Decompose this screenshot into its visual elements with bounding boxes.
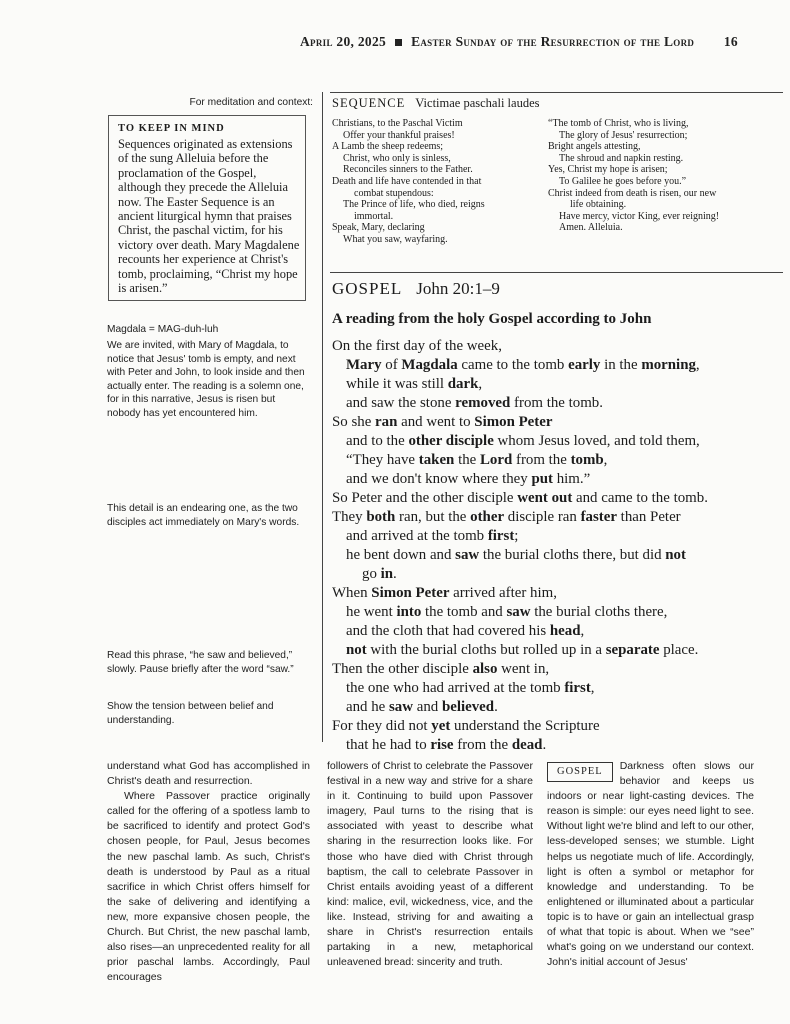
gospel-citation: John 20:1–9 — [416, 279, 500, 298]
margin-note-empty-tomb: We are invited, with Mary of Magdala, to notice that Jesus' tomb is empty, and next with Peter and John, to look inside and then actually enter. The reading is a solemn one, for in this narrative, Jesus is risen but nobody has yet encountered him. — [107, 340, 305, 419]
column-divider — [322, 92, 323, 742]
sequence-line: immortal. — [354, 210, 394, 222]
sequence-column-1 — [332, 118, 542, 246]
gospel-line: and he saw and believed. — [346, 699, 498, 715]
gospel-line: the one who had arrived at the tomb first, — [346, 680, 595, 696]
header-title: Easter Sunday of the Resurrection of the Lord — [411, 34, 695, 49]
sequence-line: Yes, Christ my hope is arisen; — [548, 164, 668, 176]
gospel-line: Mary of Magdala came to the tomb early in the morning, — [346, 357, 700, 373]
gospel-rule — [330, 272, 783, 273]
sequence-line: What you saw, wayfaring. — [343, 233, 448, 245]
gospel-line: “They have taken the Lord from the tomb, — [346, 452, 608, 468]
sequence-label: SEQUENCE — [332, 96, 406, 110]
sequence-heading — [332, 96, 539, 111]
sequence-line: The shroud and napkin resting. — [559, 152, 684, 164]
page-number: 16 — [723, 34, 738, 49]
gospel-label: GOSPEL — [332, 279, 403, 298]
gospel-line: and arrived at the tomb first; — [346, 528, 519, 544]
commentary-paragraph: Darkness often slows our behavior and keeps us indoors or near light-casting devices. The reason is simple: our eyes need light to see. Without light we're blind and left to our other, less-developed senses; we stumble. Light helps us negotiate much of life. Accordingly, light is often a symbol or metaphor for knowledge and understanding. To be enlightened or illuminated about a particular topic is to have or gain an intellectual grasp of what that topic is about. When we “see” what's going on we understand our context. John's initial account of Jesus' — [547, 760, 754, 969]
sequence-line: Reconciles sinners to the Father. — [343, 164, 473, 176]
margin-note-disciples: This detail is an endearing one, as the two disciples act immediately on Mary's words. — [107, 503, 300, 528]
gospel-line: On the first day of the week, — [332, 338, 502, 354]
margin-note-tension: Show the tension between belief and understanding. — [107, 701, 274, 726]
keep-in-mind-text: Sequences originated as extensions of the sung Alleluia before the proclamation of the Gospel, although they precede the Alleluia now. The Easter Sequence is an ancient liturgical hymn that praises Christ, the paschal victim, for his victory over death. Mary Magdalene recounts her experience at Christ's tomb, proclaiming, “Christ my hope is arisen.” — [118, 137, 300, 296]
gospel-reading — [332, 337, 787, 755]
sequence-line: life obtaining. — [570, 199, 627, 211]
gospel-line: and the cloth that had covered his head, — [346, 623, 585, 639]
commentary-paragraph: understand what God has accomplished in Christ's death and resurrection. — [107, 760, 310, 788]
sequence-latin-title: Victimae paschali laudes — [415, 96, 540, 110]
commentary-paragraph: followers of Christ to celebrate the Passover festival in a new way and strive for a share in it. Continuing to build upon Passover imagery, Paul turns to the rising that is associated with yeast to describe what sharing in the resurrection looks like. For those who have died with Christ through baptism, the call to celebrate Passover in Christ entails avoiding yeast of a different kind: malice, evil, wickedness, vice, and the like. Instead, striving for and awaiting a share in Christ's resurrection entails partaking in a new, metaphorical unleavened bread: sincerity and truth. — [327, 760, 533, 969]
sequence-line: Christ indeed from death is risen, our new — [548, 187, 717, 199]
gospel-line: not with the burial cloths but rolled up in a separate place. — [346, 642, 699, 658]
gospel-heading — [332, 279, 500, 299]
sequence-line: Bright angels attesting, — [548, 141, 641, 153]
meditation-label: For meditation and context: — [189, 97, 313, 108]
gospel-line: So Peter and the other disciple went out and came to the tomb. — [332, 490, 708, 506]
gospel-line: They both ran, but the other disciple ran faster than Peter — [332, 509, 681, 525]
gospel-line: So she ran and went to Simon Peter — [332, 414, 553, 430]
sequence-line: The Prince of life, who died, reigns — [343, 199, 485, 211]
sequence-line: Death and life have contended in that — [332, 175, 482, 187]
sequence-line: Amen. Alleluia. — [559, 222, 623, 234]
gospel-tag-box: GOSPEL — [547, 762, 613, 782]
pronunciation-note: Magdala = MAG-duh-luh — [107, 324, 219, 335]
sequence-line: The glory of Jesus' resurrection; — [559, 129, 688, 141]
margin-note-saw-believed: Read this phrase, “he saw and believed,” slowly. Pause briefly after the word “saw.” — [107, 650, 294, 675]
page-header — [300, 34, 790, 54]
gospel-intro: A reading from the holy Gospel according to John — [332, 311, 652, 327]
gospel-line: When Simon Peter arrived after him, — [332, 585, 557, 601]
gospel-line: go in. — [362, 566, 397, 582]
sequence-line: Christians, to the Paschal Victim — [332, 118, 463, 129]
sequence-line: Speak, Mary, declaring — [332, 222, 425, 234]
commentary-column-1 — [107, 759, 310, 985]
gospel-line: he bent down and saw the burial cloths there, but did not — [346, 547, 686, 563]
gospel-line: and to the other disciple whom Jesus loved, and told them, — [346, 433, 700, 449]
sequence-column-2 — [548, 118, 783, 234]
separator-square-icon — [395, 39, 402, 46]
sequence-line: Offer your thankful praises! — [343, 129, 455, 141]
sequence-line: combat stupendous: — [354, 187, 434, 199]
commentary-column-2 — [327, 759, 533, 970]
gospel-line: while it was still dark, — [346, 376, 483, 392]
sequence-line: Christ, who only is sinless, — [343, 152, 451, 164]
gospel-line: Then the other disciple also went in, — [332, 661, 550, 677]
keep-in-mind-title: TO KEEP IN MIND — [118, 123, 225, 134]
sequence-line: A Lamb the sheep redeems; — [332, 141, 444, 153]
gospel-line: he went into the tomb and saw the burial cloths there, — [346, 604, 668, 620]
sequence-line: “The tomb of Christ, who is living, — [548, 118, 689, 129]
commentary-paragraph: Where Passover practice originally called for the offering of a spotless lamb to be sacrificed to identify and protect God's chosen people, for Paul, Jesus becomes the new paschal lamb. As such, Christ's death is understood by Paul as a ritual sacrifice in which Christ offers himself for the sake of delivering and identifying a new, more expansive chosen people, the Church. But Christ, the new paschal lamb, also rises—an unprecedented reality for all prior paschal lambs. Accordingly, Paul encourages — [107, 790, 310, 984]
sequence-line: Have mercy, victor King, ever reigning! — [559, 210, 720, 222]
gospel-line: and saw the stone removed from the tomb. — [346, 395, 603, 411]
keep-in-mind-box — [108, 115, 306, 301]
commentary-column-3 — [547, 759, 754, 970]
sequence-line: To Galilee he goes before you.” — [559, 175, 687, 187]
gospel-line: that he had to rise from the dead. — [346, 737, 547, 753]
gospel-line: For they did not yet understand the Scripture — [332, 718, 600, 734]
sequence-rule — [330, 92, 783, 93]
gospel-line: and we don't know where they put him.” — [346, 471, 591, 487]
header-date: April 20, 2025 — [300, 34, 387, 49]
